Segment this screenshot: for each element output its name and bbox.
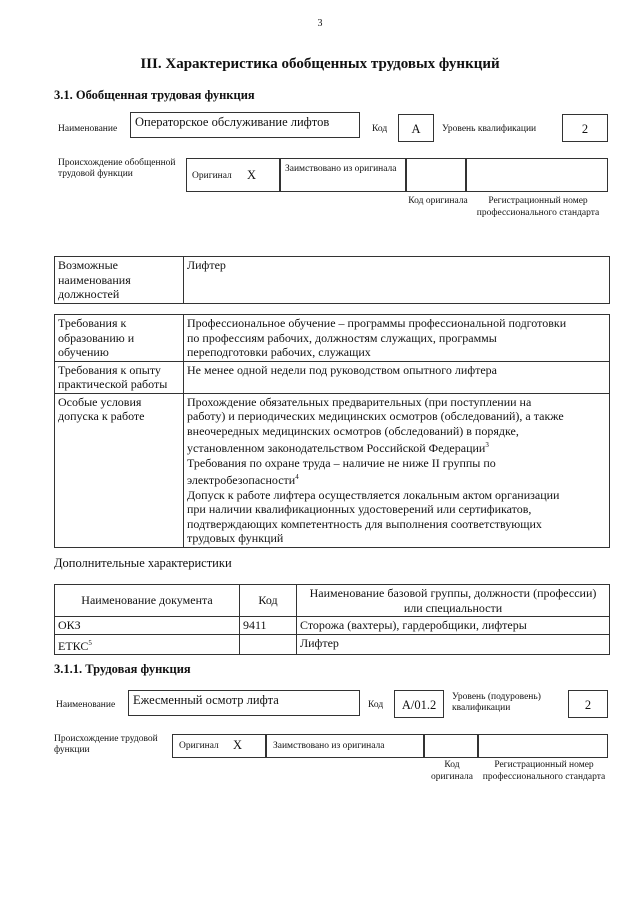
gtf-level-field: 2 — [562, 114, 608, 142]
req-special-line-text: электробезопасности — [187, 473, 296, 487]
gtf-code-field: А — [398, 114, 434, 142]
tf-name-label: Наименование — [56, 700, 116, 710]
additional-doc-cell — [55, 634, 240, 655]
additional-code-cell — [240, 634, 297, 655]
additional-name-cell: Лифтер — [297, 634, 610, 655]
gtf-borrowed-cell: Заимствовано из оригинала — [280, 158, 406, 192]
req-education-line: Профессиональное обучение – программы профессиональной подготовки — [187, 316, 567, 330]
req-special-line: работу) и периодических медицинских осмотров (обследований), а также — [187, 409, 564, 423]
additional-heading: Дополнительные характеристики — [54, 556, 232, 570]
footnote-5: 5 — [88, 638, 92, 647]
gtf-reg-num-cell — [466, 158, 608, 192]
req-special-label: Особые условия допуска к работе — [55, 393, 184, 547]
req-special-line: внеочередных медицинских осмотров (обследований) в порядке, — [187, 423, 519, 438]
additional-doc-cell: ОКЗ — [55, 617, 240, 635]
additional-header-code: Код — [240, 585, 297, 617]
tf-origin-label: Происхождение трудовой функции — [54, 734, 158, 755]
additional-header-doc: Наименование документа — [55, 585, 240, 617]
req-special-line — [187, 470, 606, 488]
gtf-reg-num-caption: Регистрационный номер профессионального стандарта — [476, 196, 600, 218]
req-special-line: при наличии квалификационных удостоверений или сертификатов, — [187, 502, 532, 516]
req-special-line: Прохождение обязательных предварительных (при поступлении на — [187, 394, 532, 409]
gtf-code-label: Код — [372, 124, 388, 134]
gtf-original-mark: Х — [247, 168, 257, 182]
positions-value: Лифтер — [184, 257, 610, 304]
req-special-line: Допуск к работе лифтера осуществляется локальным актом организации — [187, 487, 560, 502]
table-row — [55, 634, 610, 655]
table-row — [55, 617, 610, 635]
additional-code-cell: 9411 — [240, 617, 297, 635]
additional-name-cell: Сторожа (вахтеры), гардеробщики, лифтеры — [297, 617, 610, 635]
tf-heading: 3.1.1. Трудовая функция — [54, 662, 191, 676]
gtf-original-cell — [186, 158, 280, 192]
page-number: 3 — [317, 18, 323, 29]
tf-code-field: А/01.2 — [394, 690, 444, 718]
gtf-name-field: Операторское обслуживание лифтов — [130, 112, 360, 138]
req-special-line-text: установленном законодательством Российской Федерации — [187, 441, 486, 455]
tf-orig-code-caption: Код оригинала — [431, 760, 473, 782]
req-experience-label: Требования к опыту практической работы — [55, 361, 184, 393]
req-special-line: подтверждающих компетентность для выполнения соответствующих — [187, 516, 542, 531]
tf-original-cell — [172, 734, 266, 758]
req-education-value — [184, 315, 610, 362]
tf-original-mark: Х — [233, 738, 243, 752]
tf-orig-code-cell — [424, 734, 478, 758]
req-education-line: переподготовки рабочих, служащих — [187, 345, 371, 359]
tf-reg-num-caption: Регистрационный номер профессионального стандарта — [482, 760, 606, 782]
tf-level-label: Уровень (подуровень) квалификации — [452, 692, 541, 713]
tf-level-field: 2 — [568, 690, 608, 718]
additional-table — [54, 584, 610, 655]
req-special-line: трудовых функций — [187, 531, 284, 545]
tf-code-label: Код — [368, 700, 384, 710]
tf-original-label: Оригинал — [179, 741, 219, 751]
gtf-heading: 3.1. Обобщенная трудовая функция — [54, 88, 255, 102]
gtf-level-label: Уровень квалификации — [442, 124, 537, 134]
tf-reg-num-cell — [478, 734, 608, 758]
section-title: III. Характеристика обобщенных трудовых функций — [140, 56, 500, 72]
footnote-4: 4 — [295, 473, 299, 481]
req-education-label: Требования к образованию и обучению — [55, 315, 184, 362]
req-special-line — [187, 438, 606, 456]
footnote-3: 3 — [485, 441, 489, 449]
positions-table — [54, 256, 610, 304]
gtf-orig-code-cell — [406, 158, 466, 192]
positions-label: Возможные наименования должностей — [55, 257, 184, 304]
tf-borrowed-cell: Заимствовано из оригинала — [266, 734, 424, 758]
tf-name-field: Ежесменный осмотр лифта — [128, 690, 360, 716]
req-experience-value: Не менее одной недели под руководством опытного лифтера — [184, 361, 610, 393]
additional-header-name: Наименование базовой группы, должности (профессии) или специальности — [297, 585, 610, 617]
requirements-table — [54, 314, 610, 548]
req-education-line: по профессиям рабочих, должностям служащих, программы — [187, 330, 497, 345]
gtf-origin-label: Происхождение обобщенной трудовой функции — [58, 158, 176, 179]
additional-doc-text: ЕТКС — [58, 638, 89, 653]
req-special-line: Требования по охране труда – наличие не ниже II группы по — [187, 455, 496, 470]
gtf-name-label: Наименование — [58, 124, 118, 134]
gtf-orig-code-caption: Код оригинала — [408, 196, 468, 206]
gtf-original-label: Оригинал — [192, 171, 232, 181]
req-special-value — [184, 393, 610, 547]
